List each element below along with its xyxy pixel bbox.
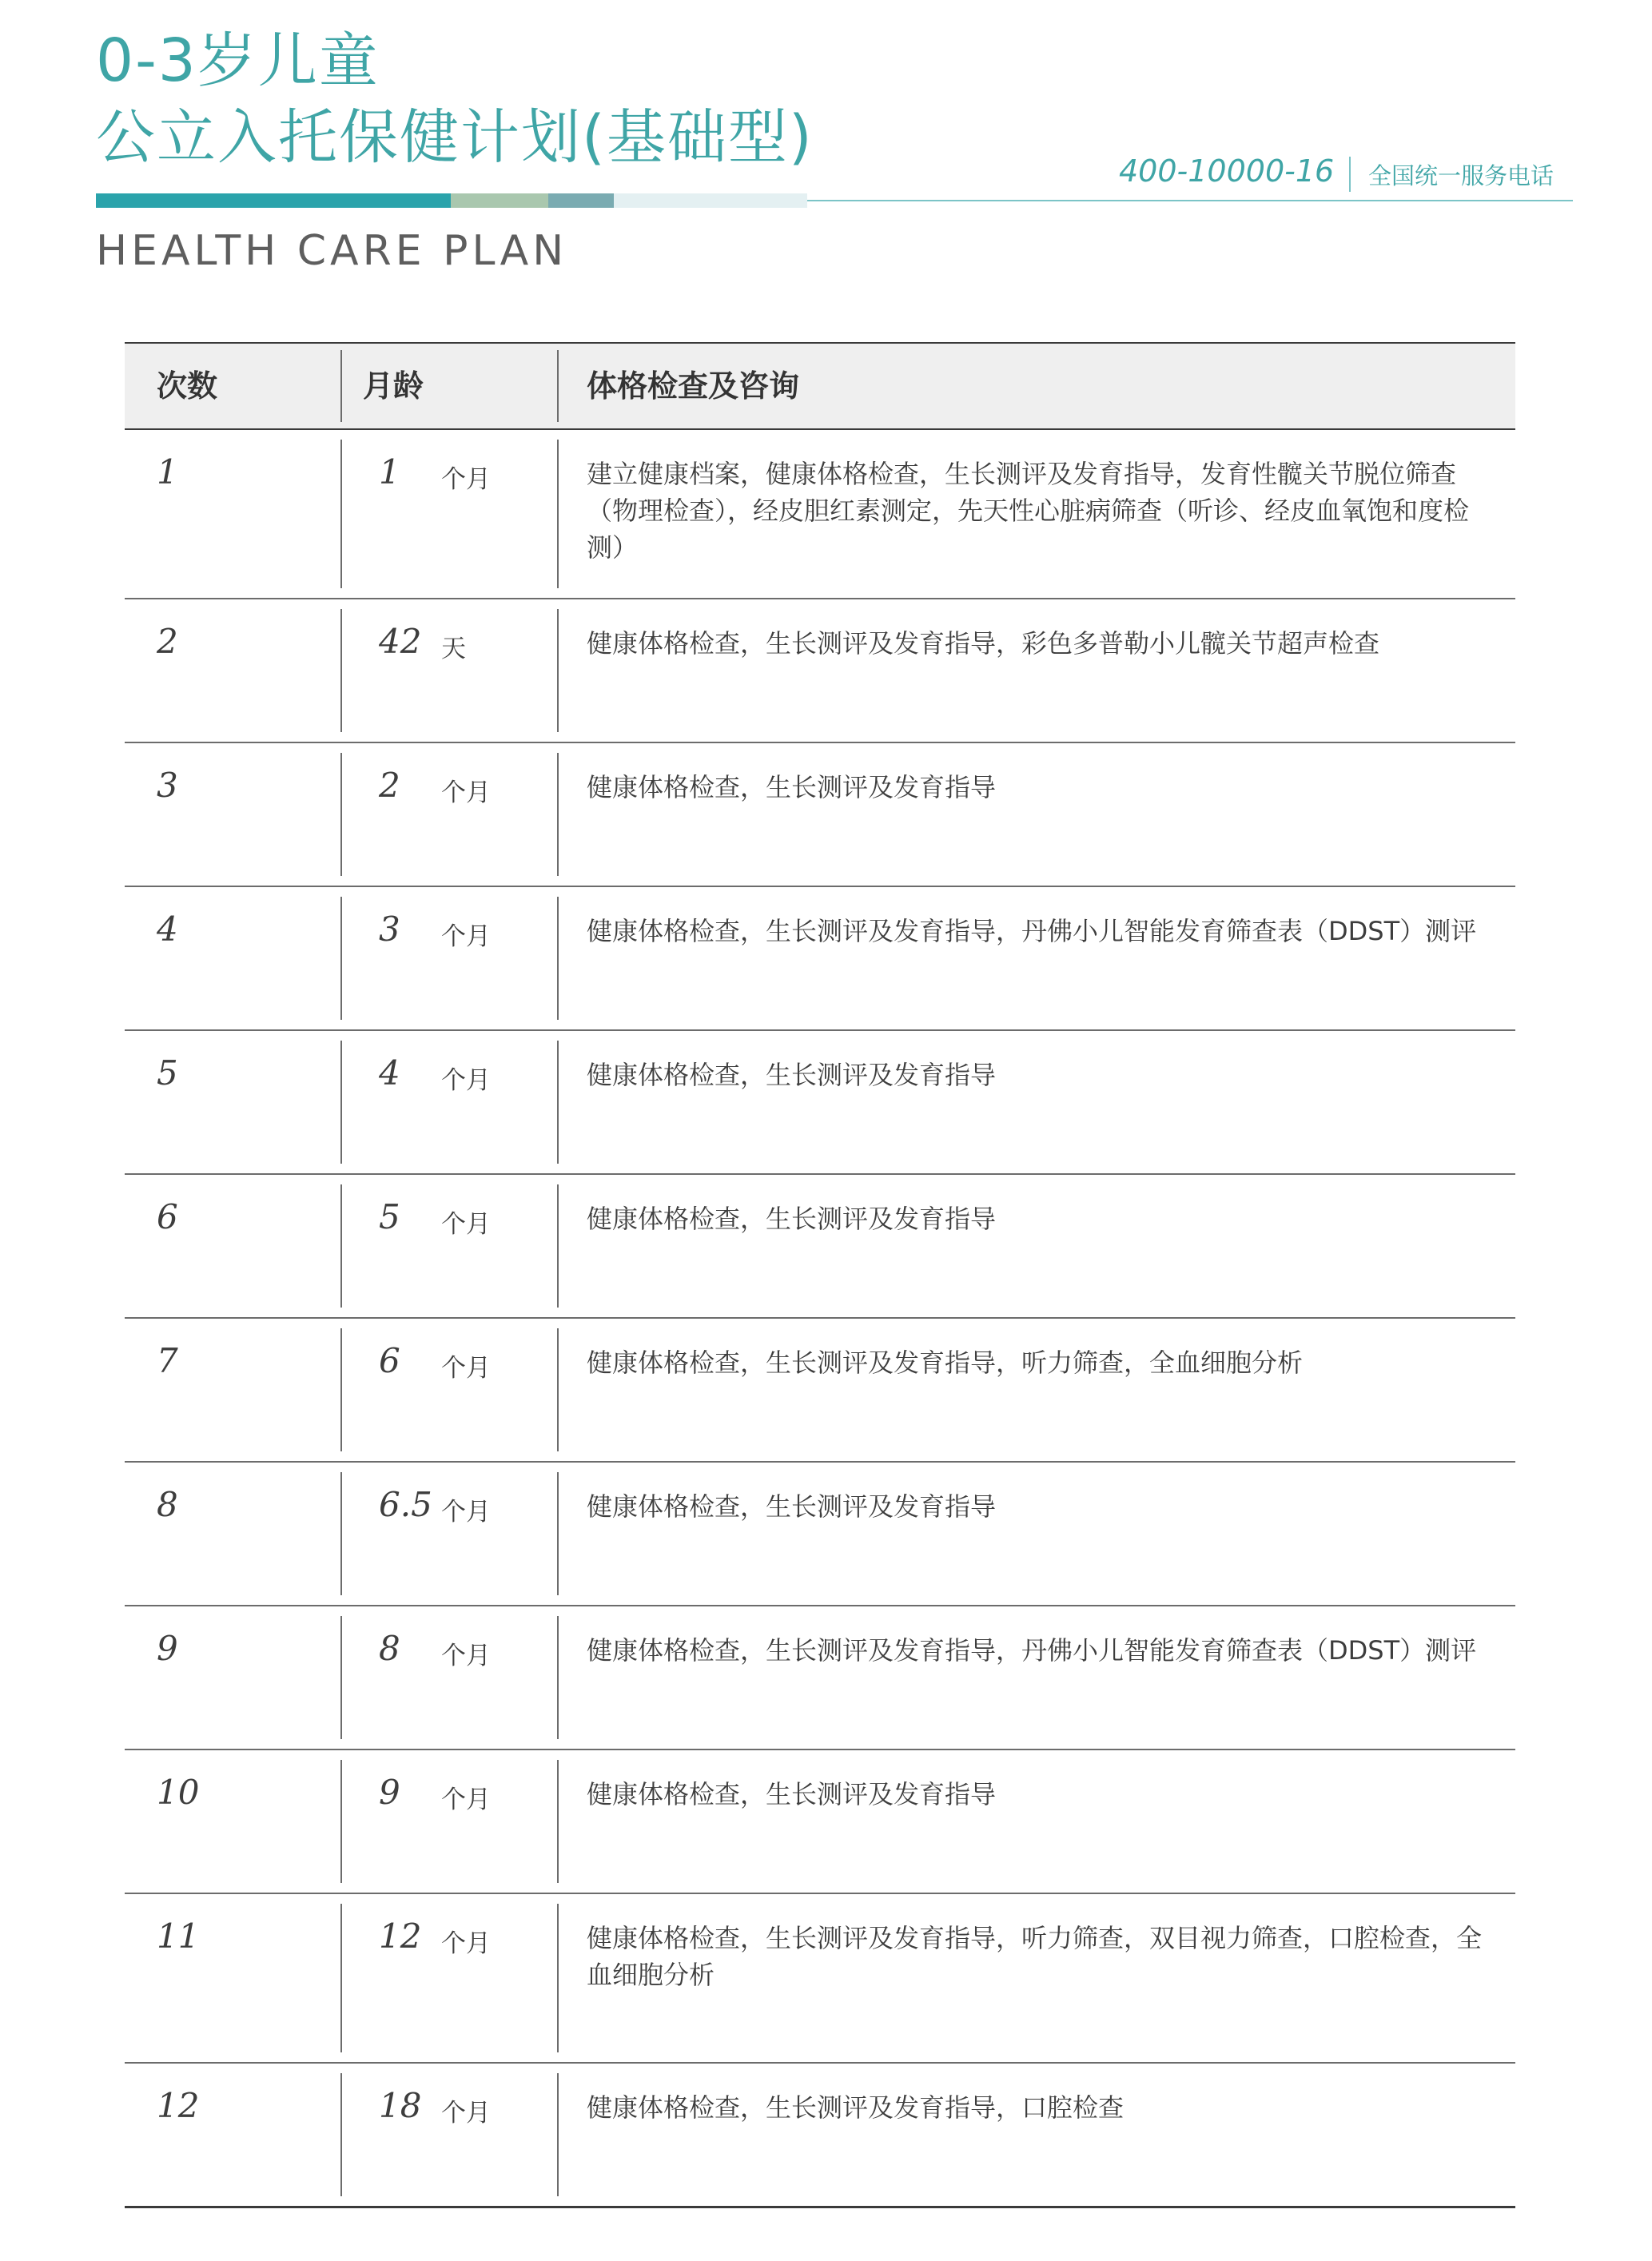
column-divider xyxy=(340,753,342,876)
column-divider xyxy=(557,1184,559,1308)
column-divider xyxy=(557,609,559,732)
phone-divider xyxy=(1349,157,1351,192)
stripe-segment-pale xyxy=(614,193,807,208)
table-row xyxy=(125,1175,1515,1319)
visit-number: 9 xyxy=(157,1629,178,1668)
column-divider xyxy=(557,1041,559,1164)
column-divider xyxy=(557,1760,559,1883)
visit-number: 6 xyxy=(157,1197,178,1236)
header-rule xyxy=(807,200,1573,201)
checkup-description: 健康体格检查，生长测评及发育指导，听力筛查，双目视力筛查，口腔检查，全血细胞分析 xyxy=(587,1923,1483,1990)
header-checkup: 体格检查及咨询 xyxy=(587,368,800,404)
page-subtitle: HEALTH CARE PLAN xyxy=(96,227,568,275)
visit-number: 8 xyxy=(157,1485,178,1524)
visit-number: 2 xyxy=(157,622,178,661)
age-value: 2 xyxy=(379,766,400,805)
column-divider xyxy=(340,1472,342,1595)
column-divider xyxy=(557,753,559,876)
table-row xyxy=(125,1606,1515,1750)
table-row xyxy=(125,1463,1515,1606)
age-value: 18 xyxy=(379,2086,422,2125)
visit-number: 11 xyxy=(157,1917,200,1956)
column-divider xyxy=(557,1904,559,2052)
stripe-segment-slate xyxy=(548,193,614,208)
checkup-description: 健康体格检查，生长测评及发育指导，口腔检查 xyxy=(587,2092,1125,2123)
column-divider xyxy=(340,1760,342,1883)
age-unit: 个月 xyxy=(441,1210,491,1239)
column-divider xyxy=(557,897,559,1020)
age-unit: 个月 xyxy=(441,1498,491,1527)
table-row xyxy=(125,1750,1515,1894)
column-divider xyxy=(340,350,342,422)
table-row xyxy=(125,743,1515,887)
checkup-description: 建立健康档案，健康体格检查，生长测评及发育指导，发育性髋关节脱位筛查（物理检查），经皮胆红素测定，先天性心脏病筛查（听诊、经皮血氧饱和度检测） xyxy=(587,459,1470,563)
column-divider xyxy=(557,1616,559,1739)
column-divider xyxy=(340,2073,342,2196)
table-row xyxy=(125,1031,1515,1175)
age-value: 8 xyxy=(379,1629,400,1668)
title-line-1: 0-3岁儿童 xyxy=(96,26,380,95)
column-divider xyxy=(557,350,559,422)
column-divider xyxy=(340,897,342,1020)
age-value: 12 xyxy=(379,1917,422,1956)
age-value: 9 xyxy=(379,1773,400,1812)
visit-number: 10 xyxy=(157,1773,200,1812)
phone-label: 全国统一服务电话 xyxy=(1368,162,1554,189)
table-row xyxy=(125,430,1515,599)
table-row xyxy=(125,887,1515,1031)
age-unit: 个月 xyxy=(441,465,491,494)
age-unit: 个月 xyxy=(441,922,491,951)
age-value: 1 xyxy=(379,452,400,492)
column-divider xyxy=(340,1041,342,1164)
age-value: 42 xyxy=(379,622,422,661)
table-row xyxy=(125,1894,1515,2064)
visit-number: 5 xyxy=(157,1053,178,1093)
table-body xyxy=(125,430,1515,2208)
page-title xyxy=(96,22,814,176)
table-row xyxy=(125,599,1515,743)
column-divider xyxy=(557,2073,559,2196)
checkup-description: 健康体格检查，生长测评及发育指导，听力筛查，全血细胞分析 xyxy=(587,1347,1304,1378)
title-line-2: 公立入托保健计划(基础型) xyxy=(96,103,814,172)
age-unit: 个月 xyxy=(441,1354,491,1383)
table-header xyxy=(125,342,1515,430)
age-value: 5 xyxy=(379,1197,400,1236)
visit-number: 3 xyxy=(157,766,178,805)
column-divider xyxy=(557,440,559,588)
stripe-segment-sage xyxy=(451,193,548,208)
age-unit: 个月 xyxy=(441,1785,491,1814)
column-divider xyxy=(340,1184,342,1308)
table-row xyxy=(125,1319,1515,1463)
checkup-description: 健康体格检查，生长测评及发育指导，丹佛小儿智能发育筛查表（DDST）测评 xyxy=(587,916,1477,946)
age-value: 6.5 xyxy=(379,1485,432,1524)
column-divider xyxy=(340,609,342,732)
visit-number: 7 xyxy=(157,1341,178,1380)
age-value: 4 xyxy=(379,1053,400,1093)
column-divider xyxy=(557,1328,559,1451)
column-divider xyxy=(340,440,342,588)
age-unit: 个月 xyxy=(441,1642,491,1670)
health-plan-table xyxy=(125,342,1515,2208)
age-value: 6 xyxy=(379,1341,400,1380)
age-unit: 个月 xyxy=(441,778,491,807)
checkup-description: 健康体格检查，生长测评及发育指导 xyxy=(587,1779,997,1809)
checkup-description: 健康体格检查，生长测评及发育指导，彩色多普勒小儿髋关节超声检查 xyxy=(587,628,1380,659)
checkup-description: 健康体格检查，生长测评及发育指导 xyxy=(587,1204,997,1234)
age-unit: 个月 xyxy=(441,1929,491,1958)
checkup-description: 健康体格检查，生长测评及发育指导 xyxy=(587,1491,997,1522)
checkup-description: 健康体格检查，生长测评及发育指导，丹佛小儿智能发育筛查表（DDST）测评 xyxy=(587,1635,1477,1666)
checkup-description: 健康体格检查，生长测评及发育指导 xyxy=(587,772,997,802)
column-divider xyxy=(557,1472,559,1595)
age-unit: 天 xyxy=(441,635,466,663)
column-divider xyxy=(340,1328,342,1451)
age-unit: 个月 xyxy=(441,2099,491,2128)
age-value: 3 xyxy=(379,910,400,949)
visit-number: 4 xyxy=(157,910,178,949)
visit-number: 1 xyxy=(157,452,178,492)
age-unit: 个月 xyxy=(441,1066,491,1095)
column-divider xyxy=(340,1616,342,1739)
header-age: 月龄 xyxy=(363,368,424,404)
table-row xyxy=(125,2064,1515,2208)
column-divider xyxy=(340,1904,342,2052)
phone-number: 400-10000-16 xyxy=(1119,153,1335,189)
visit-number: 12 xyxy=(157,2086,200,2125)
stripe-segment-teal xyxy=(96,193,451,208)
header-count: 次数 xyxy=(157,368,218,404)
checkup-description: 健康体格检查，生长测评及发育指导 xyxy=(587,1060,997,1090)
